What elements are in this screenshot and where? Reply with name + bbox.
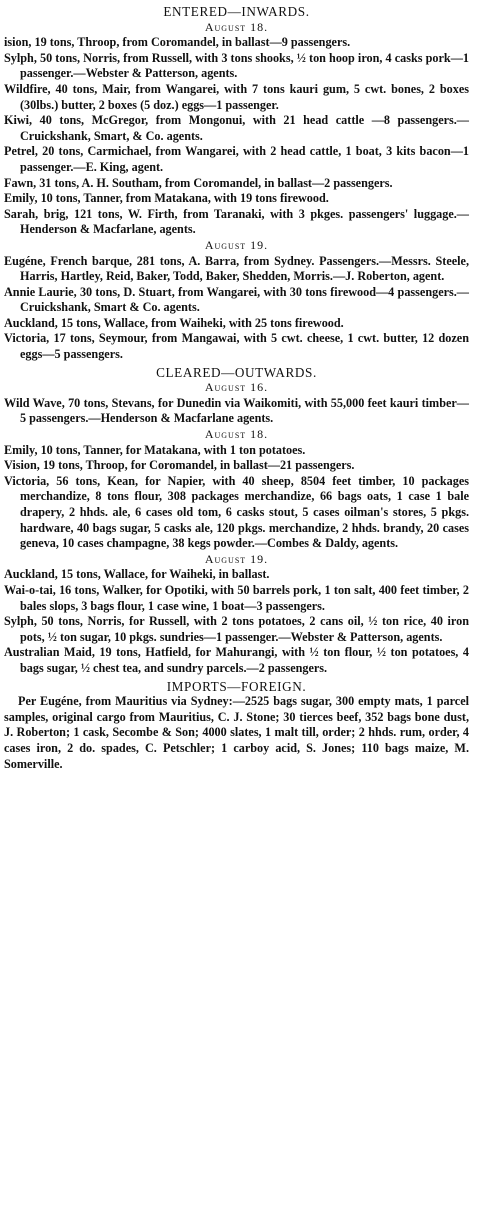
- section-heading: IMPORTS—FOREIGN.: [166, 678, 307, 694]
- shipping-entry: Wildfire, 40 tons, Mair, from Wangarei, with 7 tons kauri gum, 5 cwt. bones, 2 boxes (30lbs.) butter, 2 boxes (5 doz.) eggs—1 passenger.: [4, 81, 469, 112]
- shipping-entry: Wai-o-tai, 16 tons, Walker, for Opotiki, with 50 barrels pork, 1 ton salt, 400 feet timber, 2 bales slops, 3 bags flour, 1 case wine, 1 boat—3 passengers.: [4, 582, 469, 613]
- section-heading: ENTERED—INWARDS.: [163, 4, 310, 19]
- shipping-entry: Fawn, 31 tons, A. H. Southam, from Coromandel, in ballast—2 passengers.: [4, 175, 393, 190]
- shipping-entry: Petrel, 20 tons, Carmichael, from Wangarei, with 2 head cattle, 1 boat, 3 kits bacon—1 passenger.—E. King, agent.: [4, 144, 469, 174]
- shipping-entry: Emily, 10 tons, Tanner, for Matakana, with 1 ton potatoes.: [4, 442, 306, 457]
- entered-inwards-section: [4, 4, 469, 363]
- shipping-entry: Victoria, 56 tons, Kean, for Napier, with 40 sheep, 8504 feet timber, 10 packages merchandize, 8 tons flour, 308 packages merchandize, 66 bags oats, 1 case 1 bale drapery, 2 hhds. ale, 6 cases old tom, 6 casks stout, 5 cases oilman's stores, 5 pkgs. hardware, 40 bags sugar, 5 casks ale, 120 pkgs. merchandize, 2 hhds. brandy, 20 cases geneva, 10 cases champagne, 38 kegs powder.—Combes & Daldy, agents.: [4, 473, 469, 551]
- shipping-entry: Auckland, 15 tons, Wallace, from Waiheki, with 25 tons firewood.: [4, 315, 344, 330]
- shipping-entry: Emily, 10 tons, Tanner, from Matakana, with 19 tons firewood.: [4, 191, 329, 206]
- shipping-entry: Victoria, 17 tons, Seymour, from Mangawai, with 5 cwt. cheese, 1 cwt. butter, 12 dozen eggs—5 passengers.: [4, 331, 469, 362]
- shipping-entry: Sylph, 50 tons, Norris, for Russell, with 2 tons potatoes, 2 cans oil, ½ ton rice, 40 iron pots, ½ ton sugar, 10 pkgs. sundries—1 passenger.—Webster & Patterson, agents.: [4, 614, 469, 644]
- shipping-entry: Kiwi, 40 tons, McGregor, from Mongonui, with 21 head cattle —8 passengers.—Cruickshank, Smart, & Co. agents.: [4, 113, 469, 143]
- shipping-entry: Auckland, 15 tons, Wallace, for Waiheki, in ballast.: [4, 567, 270, 582]
- section-heading: CLEARED—OUTWARDS.: [156, 364, 317, 380]
- date-heading: August 19.: [204, 551, 269, 566]
- date-heading: August 16.: [204, 380, 269, 395]
- shipping-entry: Wild Wave, 70 tons, Stevans, for Dunedin via Waikomiti, with 55,000 feet kauri timber—5 passengers.—Henderson & Macfarlane agents.: [4, 395, 469, 426]
- imports-paragraph: Per Eugéne, from Mauritius via Sydney:—2525 bags sugar, 300 empty mats, 1 parcel samples, original cargo from Mauritius, C. J. Stone; 30 tierces beef, 352 bags bone dust, J. Roberton; 1 cask, Secombe & Son; 4000 slates, 1 malt till, order; 2 hhds. rum, order, 4 cases iron, 2 do. spades, C. Petschler; 1 carboy acid, S. Jones; 110 bags maize, M. Somerville.: [4, 694, 469, 771]
- shipping-entry: Sylph, 50 tons, Norris, from Russell, with 3 tons shooks, ½ ton hoop iron, 4 casks pork—1 passenger.—Webster & Patterson, agents.: [4, 50, 469, 81]
- date-heading: August 18.: [204, 19, 269, 34]
- shipping-entry: ision, 19 tons, Throop, from Coromandel, in ballast—9 passengers.: [4, 35, 351, 50]
- shipping-entry: Vision, 19 tons, Throop, for Coromandel, in ballast—21 passengers.: [4, 458, 355, 473]
- shipping-entry: Australian Maid, 19 tons, Hatfield, for Mahurangi, with ½ ton flour, ½ ton potatoes, 4 bags sugar, ½ chest tea, and sundry parcels.—2 passengers.: [4, 645, 469, 675]
- cleared-outwards-section: [4, 365, 469, 677]
- shipping-entry: Eugéne, French barque, 281 tons, A. Barra, from Sydney. Passengers.—Messrs. Steele, Harris, Hartley, Reid, Baker, Todd, Baker, Shedden, Morris.—J. Roberton, agent.: [4, 253, 469, 284]
- shipping-entry: Sarah, brig, 121 tons, W. Firth, from Taranaki, with 3 pkges. passengers' luggage.—Henderson & Macfarlane, agents.: [4, 206, 469, 237]
- imports-foreign-section: [4, 679, 469, 773]
- date-heading: August 19.: [204, 237, 269, 252]
- date-heading: August 18.: [204, 427, 269, 442]
- shipping-entry: Annie Laurie, 30 tons, D. Stuart, from Wangarei, with 30 tons firewood—4 passengers.—Cruickshank, Smart & Co. agents.: [4, 284, 469, 315]
